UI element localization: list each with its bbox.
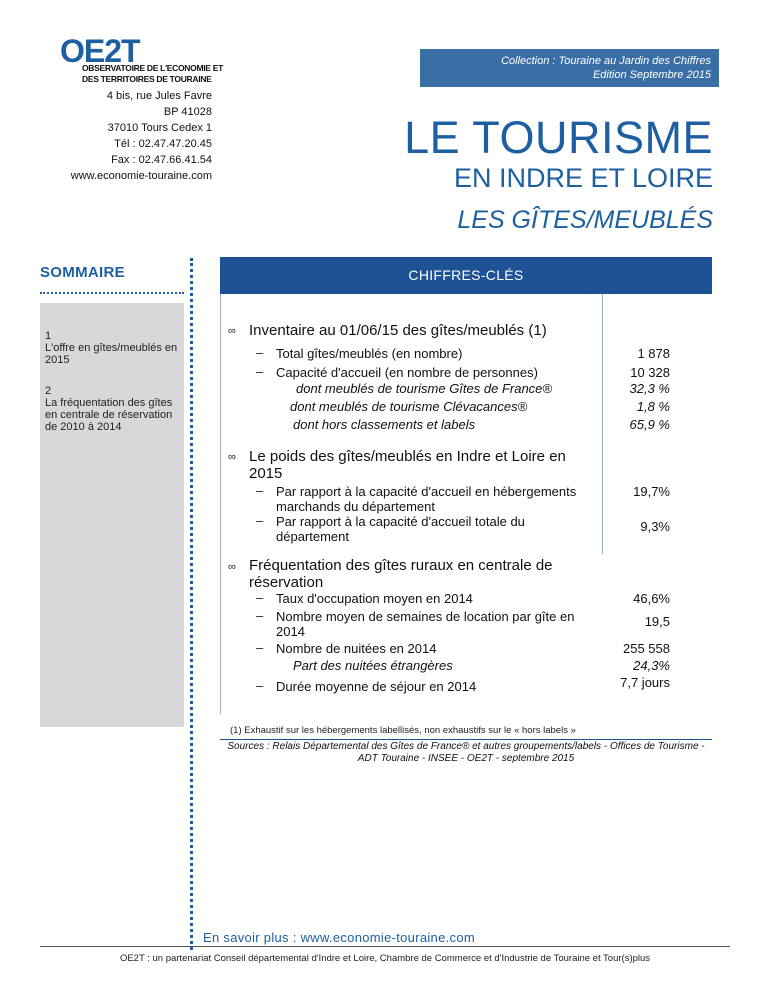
s3-item-value: 7,7 jours (620, 675, 670, 690)
sommaire-item-1[interactable] (45, 330, 181, 366)
dash-icon: – (256, 345, 264, 360)
collection-text: Collection : Touraine au Jardin des Chiffres (501, 55, 711, 67)
sommaire-heading: SOMMAIRE (40, 264, 125, 281)
org-name (82, 63, 230, 85)
sommaire-item-2[interactable] (45, 385, 181, 433)
address-block (40, 88, 212, 184)
dash-icon: – (256, 364, 264, 379)
sommaire-panel (40, 303, 184, 727)
sommaire-item-text: L'offre en gîtes/meublés en 2015 (45, 342, 178, 366)
bullet-icon: ∞ (228, 561, 236, 573)
dash-icon: – (256, 640, 264, 655)
vertical-divider (190, 258, 193, 950)
phone-line: Tél : 02.47.47.20.45 (114, 138, 212, 150)
footer-partners: OE2T : un partenariat Conseil départemental d'Indre et Loire, Chambre de Commerce et d'Industrie de Touraine et Tour(s)plus (119, 953, 651, 964)
s1-subitem-value: 1,8 % (636, 399, 670, 414)
dash-icon: – (256, 590, 264, 605)
dash-icon: – (256, 513, 264, 528)
s1-item-label: Capacité d'accueil (en nombre de personnes) (276, 365, 538, 380)
s2-item-label: Par rapport à la capacité d'accueil totale du département (276, 514, 525, 544)
s1-subitem-label: dont meublés de tourisme Clévacances® (290, 399, 528, 414)
address-line: BP 41028 (163, 106, 212, 118)
page-theme: LES GÎTES/MEUBLÉS (457, 206, 713, 234)
s3-subitem-label: Part des nuitées étrangères (293, 658, 453, 673)
sommaire-item-text: La fréquentation des gîtes en centrale de réservation de 2010 à 2014 (45, 397, 173, 433)
org-line-2: DES TERRITOIRES DE TOURAINE (82, 74, 212, 84)
more-info-link[interactable]: En savoir plus : www.economie-touraine.com (203, 930, 475, 945)
sources-divider (220, 739, 712, 740)
s1-subitem-value: 32,3 % (629, 381, 670, 396)
page-subtitle: EN INDRE ET LOIRE (453, 163, 713, 193)
s1-subitem-label: dont meublés de tourisme Gîtes de France® (296, 381, 552, 396)
edition-text: Edition Septembre 2015 (592, 69, 711, 81)
s3-item-value: 46,6% (633, 591, 670, 606)
s1-item-label: Total gîtes/meublés (en nombre) (276, 346, 463, 361)
section-3-title: Fréquentation des gîtes ruraux en centrale de réservation (249, 557, 553, 591)
s1-item-value: 1 878 (637, 346, 670, 361)
sources-text: Sources : Relais Départemental des Gîtes de France® et autres groupements/labels - Offices de Tourisme - ADT Touraine - INSEE - OE2T - septembre 2015 (227, 741, 705, 764)
s3-item-value: 255 558 (623, 641, 670, 656)
section-2-title: Le poids des gîtes/meublés en Indre et Loire en 2015 (249, 448, 566, 482)
bullet-icon: ∞ (228, 325, 236, 337)
page-title: LE TOURISME (404, 112, 713, 163)
sommaire-item-num: 1 (45, 330, 52, 342)
s3-item-label: Taux d'occupation moyen en 2014 (276, 591, 473, 606)
bullet-icon: ∞ (228, 451, 236, 463)
s1-subitem-value: 65,9 % (629, 417, 670, 432)
address-line: 37010 Tours Cedex 1 (107, 122, 212, 134)
s2-item-label: Par rapport à la capacité d'accueil en hébergements marchands du département (276, 484, 577, 514)
s1-item-value: 10 328 (630, 365, 670, 380)
s3-subitem-value: 24,3% (633, 658, 670, 673)
s3-item-label: Nombre de nuitées en 2014 (276, 641, 437, 656)
footnote: (1) Exhaustif sur les hébergements labellisés, non exhaustifs sur le « hors labels » (230, 725, 576, 736)
s3-item-label: Durée moyenne de séjour en 2014 (276, 679, 477, 694)
frame-line-left (220, 294, 221, 714)
website-line: www.economie-touraine.com (70, 170, 212, 182)
chiffres-cles-heading: CHIFFRES-CLÉS (220, 257, 712, 294)
s3-item-label: Nombre moyen de semaines de location par gîte en 2014 (276, 609, 575, 639)
sommaire-divider (40, 292, 184, 294)
s1-subitem-label: dont hors classements et labels (293, 417, 476, 432)
section-1-title: Inventaire au 01/06/15 des gîtes/meublés (1) (249, 322, 547, 339)
s2-item-value: 19,7% (633, 484, 670, 499)
s3-item-value: 19,5 (644, 614, 670, 629)
org-line-1: OBSERVATOIRE DE L'ECONOMIE ET (82, 63, 223, 73)
address-line: 4 bis, rue Jules Favre (106, 90, 212, 102)
dash-icon: – (256, 678, 264, 693)
logo-text: OE2T (60, 34, 140, 68)
fax-line: Fax : 02.47.66.41.54 (111, 154, 212, 166)
sommaire-item-num: 2 (45, 385, 52, 397)
s2-item-value: 9,3% (640, 519, 670, 534)
footer-divider (40, 946, 730, 947)
collection-banner (420, 49, 719, 87)
dash-icon: – (256, 608, 264, 623)
dash-icon: – (256, 483, 264, 498)
